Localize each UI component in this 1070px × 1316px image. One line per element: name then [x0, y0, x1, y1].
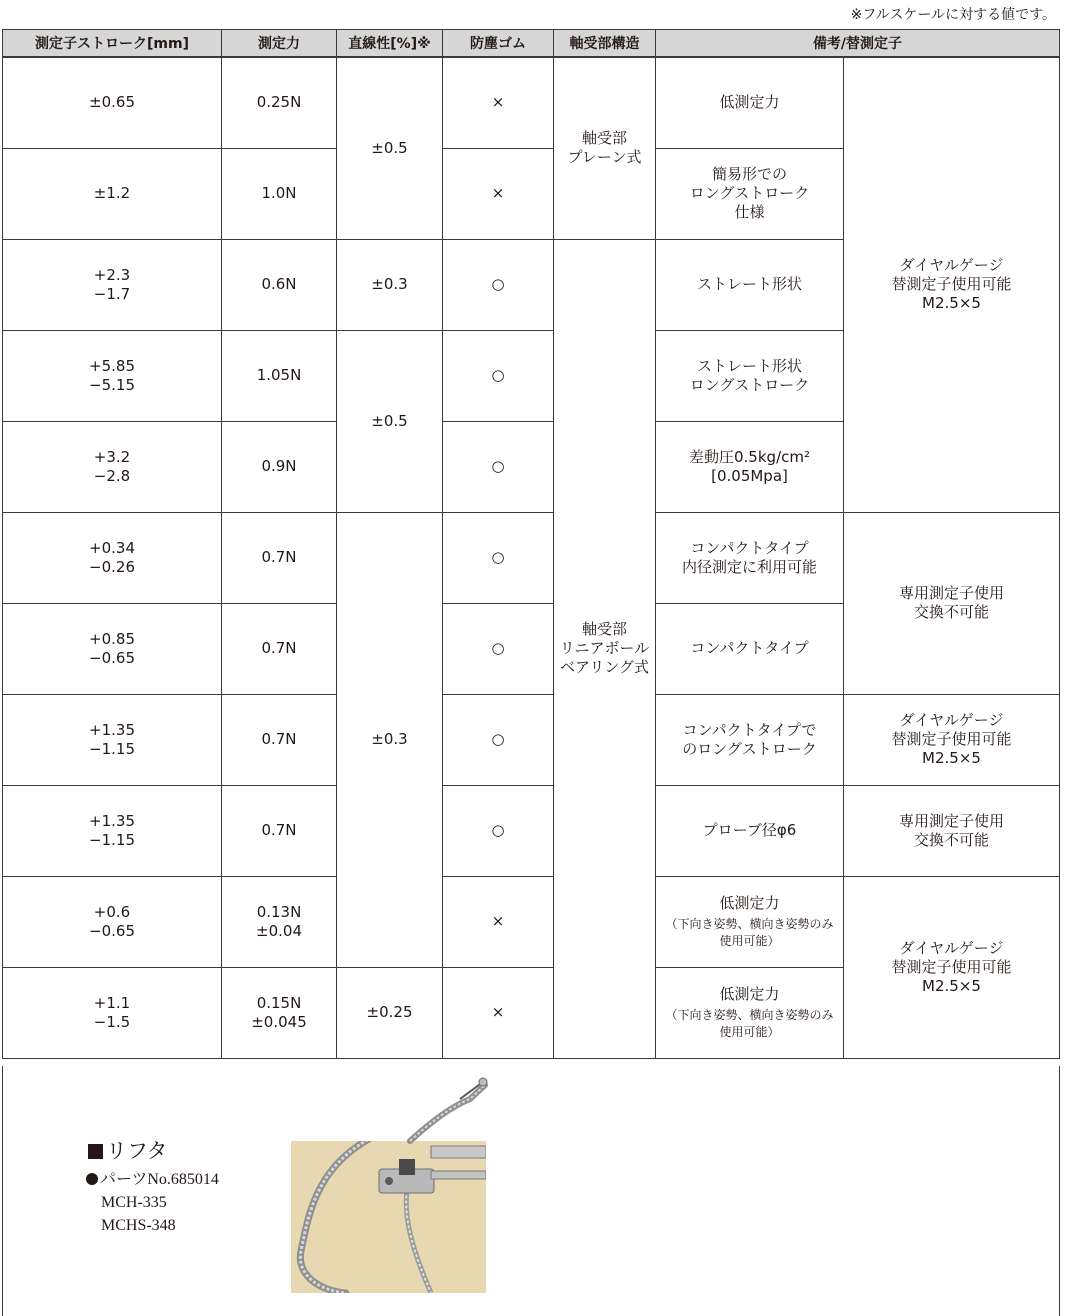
- force-cell: 1.05N: [222, 330, 337, 421]
- linearity-cell: ±0.3: [337, 512, 443, 967]
- square-bullet-icon: [88, 1144, 103, 1159]
- bearing-cell: 軸受部 プレーン式: [554, 57, 656, 239]
- force-cell: 0.9N: [222, 421, 337, 512]
- remark-note: （下向き姿勢、横向き姿勢のみ 使用可能）: [665, 1007, 834, 1039]
- linearity-cell: ±0.5: [337, 330, 443, 512]
- dust-rubber-cell: ○: [443, 512, 554, 603]
- stroke-cell: +0.6 −0.65: [3, 876, 222, 967]
- table-row: [3, 512, 1060, 603]
- force-cell: 0.7N: [222, 512, 337, 603]
- force-cell: 0.7N: [222, 785, 337, 876]
- remark-cell: 差動圧0.5kg/cm² [0.05Mpa]: [656, 421, 844, 512]
- circle-bullet-icon: [86, 1173, 98, 1185]
- force-cell: 0.25N: [222, 57, 337, 148]
- spare-probe-cell: ダイヤルゲージ 替測定子使用可能 M2.5×5: [844, 694, 1060, 785]
- linearity-cell: ±0.25: [337, 967, 443, 1058]
- header-dust-rubber: 防塵ゴム: [443, 30, 554, 58]
- dust-rubber-cell: ×: [443, 57, 554, 148]
- parts-number-line: [86, 1168, 219, 1191]
- parts-number: パーツNo.685014: [100, 1171, 219, 1188]
- remark-title: 低測定力: [719, 893, 780, 912]
- remark-title: 低測定力: [719, 984, 780, 1003]
- spare-probe-cell: ダイヤルゲージ 替測定子使用可能 M2.5×5: [844, 876, 1060, 1058]
- remark-cell: [656, 876, 844, 967]
- force-cell: 0.7N: [222, 694, 337, 785]
- header-force: 測定力: [222, 30, 337, 58]
- stroke-cell: +0.34 −0.26: [3, 512, 222, 603]
- table-row: [3, 876, 1060, 967]
- remark-cell: 簡易形での ロングストローク 仕様: [656, 148, 844, 239]
- remark-cell: プローブ径φ6: [656, 785, 844, 876]
- force-cell: 0.6N: [222, 239, 337, 330]
- remark-cell: [656, 967, 844, 1058]
- spare-probe-cell: 専用測定子使用 交換不可能: [844, 785, 1060, 876]
- linearity-cell: ±0.3: [337, 239, 443, 330]
- remark-cell: コンパクトタイプで のロングストローク: [656, 694, 844, 785]
- spare-probe-cell: 専用測定子使用 交換不可能: [844, 512, 1060, 694]
- stroke-cell: +1.1 −1.5: [3, 967, 222, 1058]
- stroke-cell: +2.3 −1.7: [3, 239, 222, 330]
- dust-rubber-cell: ○: [443, 694, 554, 785]
- force-cell: 0.15N ±0.045: [222, 967, 337, 1058]
- dust-rubber-cell: ×: [443, 876, 554, 967]
- remark-cell: コンパクトタイプ 内径測定に利用可能: [656, 512, 844, 603]
- bearing-cell: 軸受部 リニアボール ベアリング式: [554, 239, 656, 1058]
- spec-table: [2, 29, 1060, 1059]
- dust-rubber-cell: ○: [443, 603, 554, 694]
- lifter-title: リフタ: [106, 1139, 168, 1163]
- dust-rubber-cell: ○: [443, 330, 554, 421]
- header-stroke: 測定子ストローク[mm]: [3, 30, 222, 58]
- cable-tip-illustration: [300, 1075, 500, 1312]
- model-item: MCHS-348: [101, 1217, 176, 1234]
- table-row: [3, 57, 1060, 148]
- dust-rubber-cell: ×: [443, 967, 554, 1058]
- dust-rubber-cell: ×: [443, 148, 554, 239]
- stroke-cell: +1.35 −1.15: [3, 785, 222, 876]
- remark-cell: ストレート形状: [656, 239, 844, 330]
- force-cell: 0.13N ±0.04: [222, 876, 337, 967]
- remark-cell: ストレート形状 ロングストローク: [656, 330, 844, 421]
- dust-rubber-cell: ○: [443, 421, 554, 512]
- header-linearity: 直線性[%]※: [337, 30, 443, 58]
- stroke-cell: +5.85 −5.15: [3, 330, 222, 421]
- stroke-cell: ±0.65: [3, 57, 222, 148]
- remark-cell: 低測定力: [656, 57, 844, 148]
- fullscale-note: ※フルスケールに対する値です。: [850, 7, 1056, 23]
- stroke-cell: ±1.2: [3, 148, 222, 239]
- remark-cell: コンパクトタイプ: [656, 603, 844, 694]
- dust-rubber-cell: ○: [443, 785, 554, 876]
- stroke-cell: +0.85 −0.65: [3, 603, 222, 694]
- header-bearing: 軸受部構造: [554, 30, 656, 58]
- table-row: [3, 785, 1060, 876]
- spare-probe-cell: ダイヤルゲージ 替測定子使用可能 M2.5×5: [844, 57, 1060, 512]
- dust-rubber-cell: ○: [443, 239, 554, 330]
- stroke-cell: +1.35 −1.15: [3, 694, 222, 785]
- remark-note: （下向き姿勢、横向き姿勢のみ 使用可能）: [665, 916, 834, 948]
- force-cell: 0.7N: [222, 603, 337, 694]
- lifter-heading: [88, 1135, 168, 1165]
- header-remarks: 備考/替測定子: [656, 30, 1060, 58]
- force-cell: 1.0N: [222, 148, 337, 239]
- header-row: [3, 30, 1060, 58]
- lifter-parts: [86, 1168, 219, 1237]
- stroke-cell: +3.2 −2.8: [3, 421, 222, 512]
- table-row: [3, 694, 1060, 785]
- model-item: MCH-335: [101, 1194, 167, 1211]
- linearity-cell: ±0.5: [337, 57, 443, 239]
